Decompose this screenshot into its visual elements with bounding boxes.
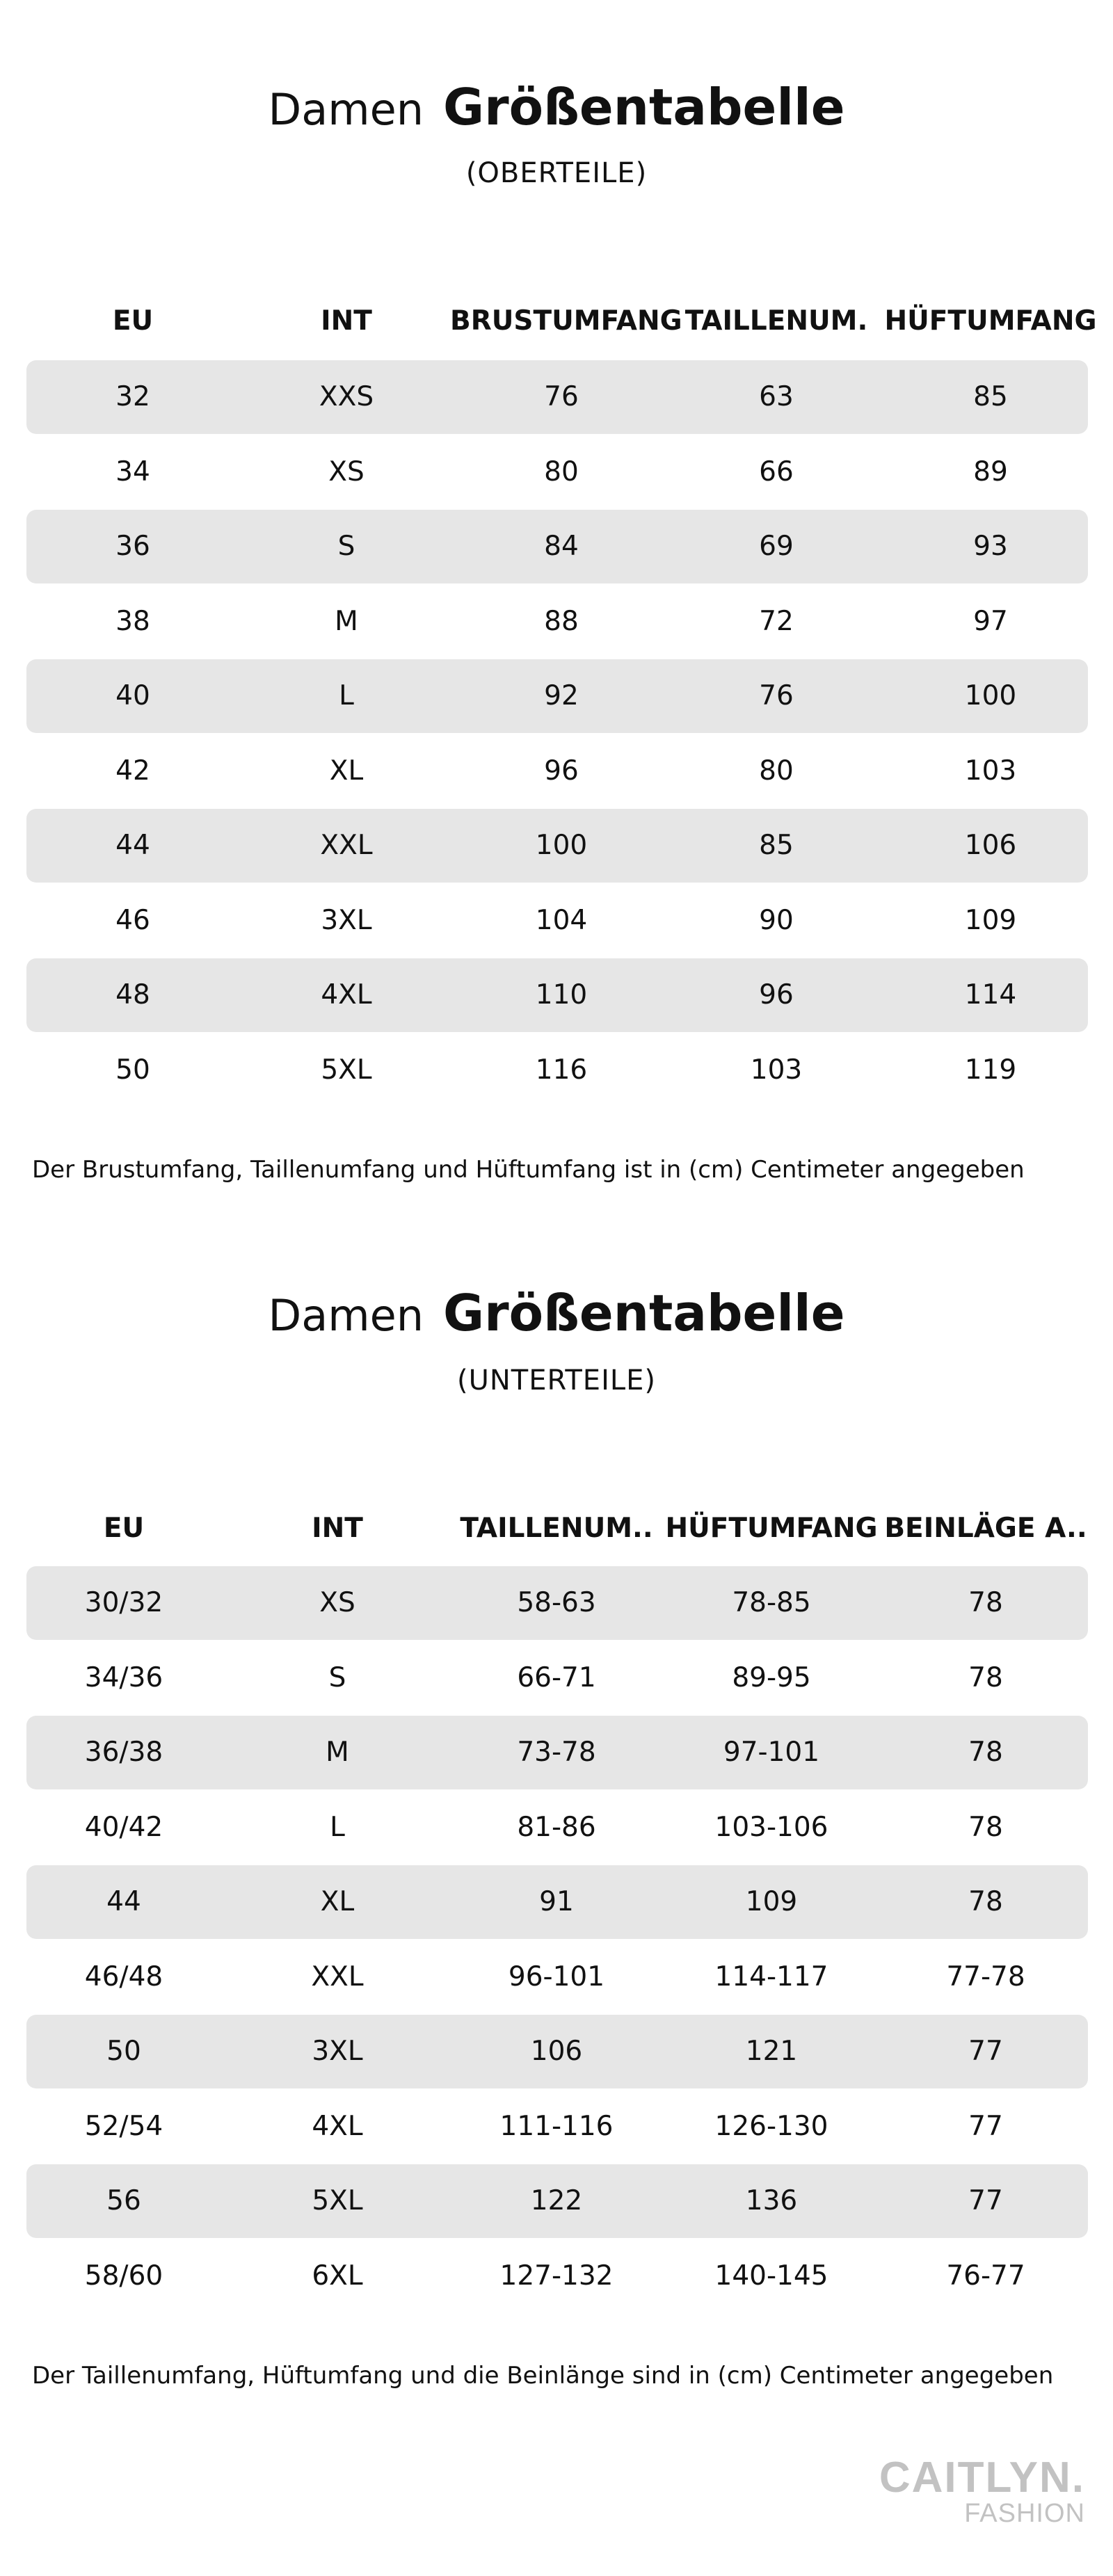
table-row — [26, 510, 1088, 583]
table-cell: XXS — [319, 381, 374, 412]
table-cell: 32 — [115, 381, 150, 412]
table-row — [26, 2090, 1088, 2164]
table-cell: 34/36 — [84, 1662, 163, 1693]
table-cell: L — [330, 1812, 345, 1843]
column-header: INT — [321, 305, 372, 337]
table-cell: 92 — [544, 680, 579, 711]
table-row — [26, 360, 1088, 434]
table-row — [26, 2164, 1088, 2238]
title-bold-word: Größentabelle — [443, 1284, 845, 1342]
table-cell: 89-95 — [732, 1662, 811, 1693]
table-cell: 104 — [535, 905, 588, 936]
table-cell: 97 — [973, 606, 1008, 637]
column-header: HÜFTUMFANG — [665, 1513, 878, 1544]
table-cell: 76 — [759, 680, 794, 711]
measurement-note: Der Brustumfang, Taillenumfang und Hüftumfang ist in (cm) Centimeter angegeben — [32, 1156, 1025, 1184]
table-cell: 63 — [759, 381, 794, 412]
table-cell: 121 — [745, 2036, 798, 2067]
table-cell: 96 — [759, 979, 794, 1011]
table-cell: 69 — [759, 531, 794, 562]
table-row — [26, 435, 1088, 509]
table-cell: 85 — [973, 381, 1008, 412]
table-cell: 80 — [544, 456, 579, 488]
table-cell: 40 — [115, 680, 150, 711]
table-cell: 5XL — [321, 1054, 372, 1086]
table-cell: XXL — [320, 830, 373, 861]
table-cell: 50 — [106, 2036, 141, 2067]
table-cell: 119 — [964, 1054, 1017, 1086]
table-cell: 103 — [750, 1054, 803, 1086]
table-cell: 78 — [968, 1812, 1003, 1843]
table-cell: 77 — [968, 2111, 1003, 2142]
table-cell: 109 — [964, 905, 1017, 936]
table-cell: M — [326, 1737, 349, 1768]
table-row — [26, 1641, 1088, 1715]
table-cell: 78 — [968, 1886, 1003, 1917]
table-cell: 106 — [530, 2036, 583, 2067]
table-cell: M — [335, 606, 358, 637]
table-cell: 80 — [759, 755, 794, 787]
table-cell: 91 — [539, 1886, 574, 1917]
table-cell: 73-78 — [517, 1737, 596, 1768]
table-cell: 38 — [115, 606, 150, 637]
table-cell: 78 — [968, 1737, 1003, 1768]
table-cell: 3XL — [312, 2036, 363, 2067]
table-row — [26, 1033, 1088, 1107]
section-subtitle: (OBERTEILE) — [465, 157, 648, 189]
table-cell: 116 — [535, 1054, 588, 1086]
table-cell: 44 — [106, 1886, 141, 1917]
table-cell: 81-86 — [517, 1812, 596, 1843]
column-header: EU — [112, 305, 154, 337]
table-cell: 109 — [745, 1886, 798, 1917]
table-cell: 88 — [544, 606, 579, 637]
table-cell: 126-130 — [714, 2111, 828, 2142]
table-cell: 106 — [964, 830, 1017, 861]
section-title — [0, 78, 1113, 136]
table-cell: 78-85 — [732, 1587, 811, 1618]
table-cell: 4XL — [321, 979, 372, 1011]
column-header: TAILLENUM. — [684, 305, 868, 337]
table-cell: 77 — [968, 2036, 1003, 2067]
table-cell: 78 — [968, 1587, 1003, 1618]
column-header: HÜFTUMFANG — [884, 305, 1097, 337]
table-row — [26, 2015, 1088, 2088]
table-row — [26, 2239, 1088, 2313]
table-cell: 122 — [530, 2185, 583, 2216]
table-cell: XS — [319, 1587, 355, 1618]
table-cell: 50 — [115, 1054, 150, 1086]
table-cell: 4XL — [312, 2111, 363, 2142]
table-cell: 5XL — [312, 2185, 363, 2216]
table-cell: 103 — [964, 755, 1017, 787]
table-row — [26, 809, 1088, 883]
table-cell: XL — [320, 1886, 355, 1917]
table-cell: 110 — [535, 979, 588, 1011]
table-cell: 111-116 — [499, 2111, 614, 2142]
table-cell: 77-78 — [946, 1961, 1025, 1993]
table-cell: 127-132 — [499, 2260, 614, 2292]
table-cell: 66-71 — [517, 1662, 596, 1693]
table-cell: 66 — [759, 456, 794, 488]
table-header — [26, 1508, 1088, 1549]
column-header: TAILLENUM.. — [460, 1513, 653, 1544]
table-cell: 52/54 — [84, 2111, 163, 2142]
table-cell: XL — [329, 755, 364, 787]
table-header — [26, 300, 1097, 342]
table-row — [26, 1940, 1088, 2014]
table-cell: 3XL — [321, 905, 372, 936]
section-subtitle: (UNTERTEILE) — [456, 1365, 657, 1396]
table-cell: 34 — [115, 456, 150, 488]
column-header: INT — [312, 1513, 363, 1544]
table-cell: 46/48 — [84, 1961, 163, 1993]
column-header: BEINLÄGE A.. — [884, 1513, 1087, 1544]
table-cell: 85 — [759, 830, 794, 861]
table-cell: 44 — [115, 830, 150, 861]
column-header: BRUSTUMFANG — [450, 305, 682, 337]
table-row — [26, 1791, 1088, 1865]
table-cell: 90 — [759, 905, 794, 936]
table-cell: 40/42 — [84, 1812, 163, 1843]
table-cell: XS — [328, 456, 365, 488]
table-cell: 140-145 — [714, 2260, 828, 2292]
table-cell: 30/32 — [84, 1587, 163, 1618]
measurement-note: Der Taillenumfang, Hüftumfang und die Beinlänge sind in (cm) Centimeter angegeben — [32, 2362, 1054, 2390]
table-cell: S — [328, 1662, 346, 1693]
table-cell: 56 — [106, 2185, 141, 2216]
title-bold-word: Größentabelle — [443, 78, 845, 136]
brand-logo — [807, 2456, 1085, 2527]
table-cell: 100 — [535, 830, 588, 861]
table-cell: 6XL — [312, 2260, 363, 2292]
section-title — [0, 1284, 1113, 1342]
table-cell: 76-77 — [946, 2260, 1025, 2292]
table-cell: 58/60 — [84, 2260, 163, 2292]
table-cell: 96-101 — [508, 1961, 605, 1993]
table-row — [26, 585, 1088, 659]
table-row — [26, 659, 1088, 733]
table-cell: 42 — [115, 755, 150, 787]
table-cell: 114-117 — [714, 1961, 828, 1993]
table-cell: 97-101 — [723, 1737, 820, 1768]
table-cell: 48 — [115, 979, 150, 1011]
table-cell: 100 — [964, 680, 1017, 711]
table-cell: 46 — [115, 905, 150, 936]
table-cell: 103-106 — [714, 1812, 828, 1843]
table-row — [26, 884, 1088, 958]
table-cell: S — [337, 531, 355, 562]
table-cell: 114 — [964, 979, 1017, 1011]
table-cell: 93 — [973, 531, 1008, 562]
title-light-word: Damen — [268, 1290, 424, 1341]
brand-name: CAITLYN. — [879, 2454, 1085, 2502]
title-light-word: Damen — [268, 84, 424, 135]
table-cell: XXL — [311, 1961, 364, 1993]
table-row — [26, 958, 1088, 1032]
table-cell: 89 — [973, 456, 1008, 488]
table-cell: 36 — [115, 531, 150, 562]
table-row — [26, 1865, 1088, 1939]
table-row — [26, 734, 1088, 808]
table-cell: 76 — [544, 381, 579, 412]
table-cell: 136 — [745, 2185, 798, 2216]
table-cell: 58-63 — [517, 1587, 596, 1618]
table-cell: 96 — [544, 755, 579, 787]
table-cell: 72 — [759, 606, 794, 637]
table-cell: 77 — [968, 2185, 1003, 2216]
table-row — [26, 1566, 1088, 1640]
table-cell: 78 — [968, 1662, 1003, 1693]
table-row — [26, 1716, 1088, 1789]
brand-subtitle: FASHION — [964, 2499, 1085, 2528]
column-header: EU — [103, 1513, 145, 1544]
table-cell: 36/38 — [84, 1737, 163, 1768]
table-cell: L — [339, 680, 354, 711]
table-cell: 84 — [544, 531, 579, 562]
